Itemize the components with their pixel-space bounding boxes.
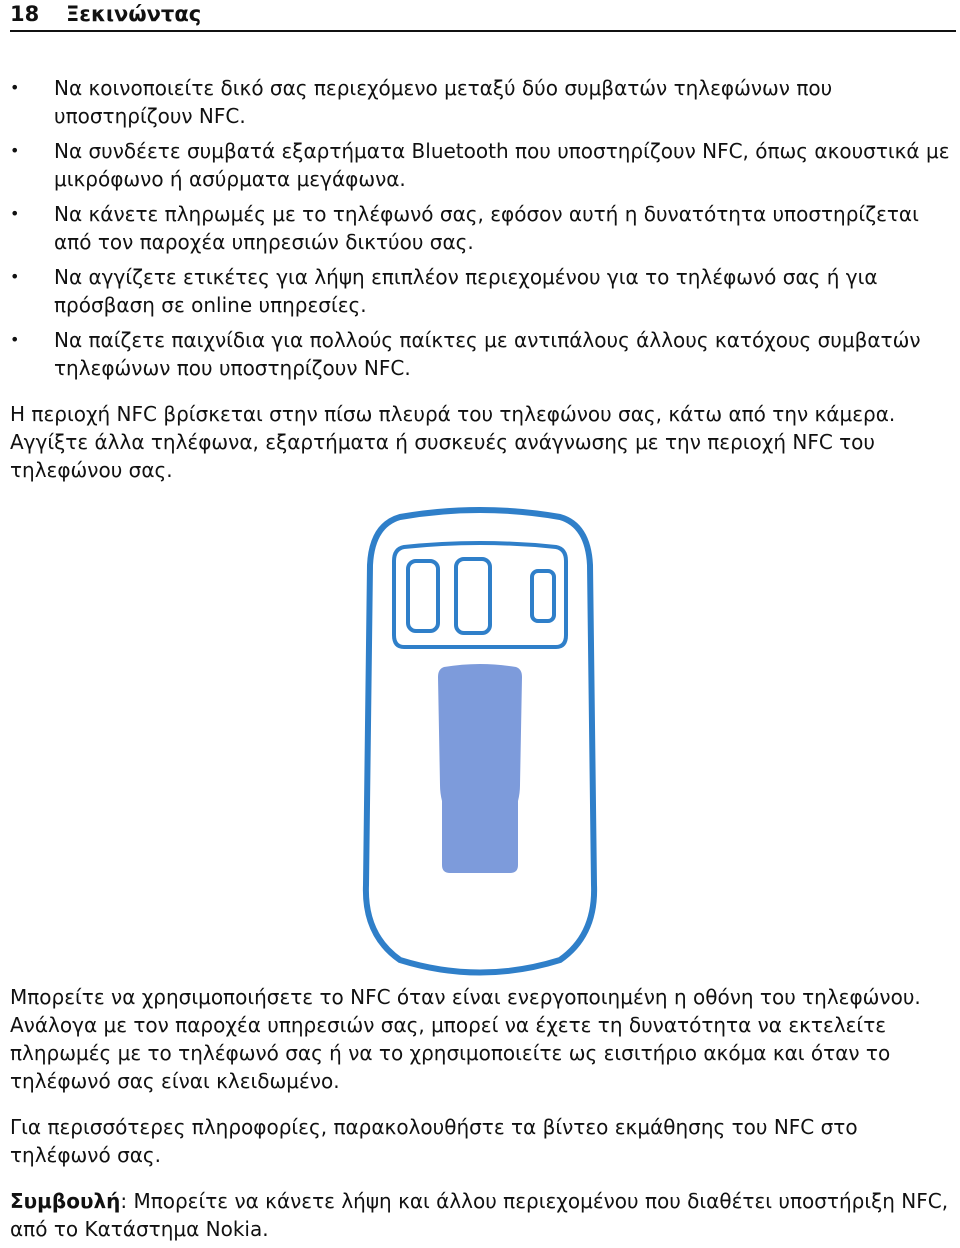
list-item-text: Να κοινοποιείτε δικό σας περιεχόμενο μεταξύ δύο συμβατών τηλεφώνων που υποστηρίζουν NFC.: [54, 76, 833, 128]
nfc-location-paragraph: Η περιοχή NFC βρίσκεται στην πίσω πλευρά του τηλεφώνου σας, κάτω από την κάμερα. Αγγίξτε άλλα τηλέφωνα, εξαρτήματα ή συσκευές ανάγνωσης με την περιοχή NFC του τηλεφώνου σας.: [10, 402, 896, 482]
list-item: [10, 200, 954, 256]
tip-text: : Μπορείτε να κάνετε λήψη και άλλου περιεχομένου που διαθέτει υποστήριξη NFC, από το Κατάστημα Nokia.: [10, 1189, 949, 1241]
list-item-text: Να συνδέετε συμβατά εξαρτήματα Bluetooth που υποστηρίζουν NFC, όπως ακουστικά με μικρόφωνο ή ασύρματα μεγάφωνα.: [54, 139, 950, 191]
screen-on-paragraph: Μπορείτε να χρησιμοποιήσετε το NFC όταν είναι ενεργοποιημένη η οθόνη του τηλεφώνου. Ανάλογα με τον παροχέα υπηρεσιών σας, μπορεί να έχετε τη δυνατότητα να εκτελείτε πληρωμές με το τηλέφωνό σας ή να το χρησιμοποιείτε ως εισιτήριο ακόμα και όταν το τηλέφωνό σας είναι κλειδωμένο.: [10, 985, 921, 1093]
more-info-paragraph: Για περισσότερες πληροφορίες, παρακολουθήστε τα βίντεο εκμάθησης του NFC στο τηλέφωνό σας.: [10, 1115, 858, 1167]
nfc-feature-list: [10, 74, 954, 382]
phone-back-illustration: [360, 505, 600, 980]
phone-back-svg: [360, 505, 600, 980]
list-item-text: Να παίζετε παιχνίδια για πολλούς παίκτες με αντιπάλους άλλους κατόχους συμβατών τηλεφώνων που υποστηρίζουν NFC.: [54, 328, 921, 380]
camera-lens-middle: [456, 559, 490, 633]
main-content: [10, 74, 954, 484]
bullet-icon: •: [10, 141, 20, 160]
list-item: [10, 326, 954, 382]
tip-label: Συμβουλή: [10, 1189, 121, 1213]
page-header: [10, 0, 956, 32]
section-title: Ξεκινώντας: [66, 2, 202, 26]
bullet-icon: •: [10, 204, 20, 223]
list-item-text: Να αγγίζετε ετικέτες για λήψη επιπλέον περιεχομένου για το τηλέφωνό σας ή για πρόσβαση σε online υπηρεσίες.: [54, 265, 878, 317]
list-item: [10, 74, 954, 130]
bullet-icon: •: [10, 267, 20, 286]
tip-paragraph: [10, 1187, 954, 1243]
camera-flash: [532, 571, 554, 621]
camera-lens-left: [408, 561, 438, 631]
nfc-area: [438, 664, 522, 873]
bullet-icon: •: [10, 78, 20, 97]
list-item: [10, 263, 954, 319]
bullet-icon: •: [10, 330, 20, 349]
list-item-text: Να κάνετε πληρωμές με το τηλέφωνό σας, εφόσον αυτή η δυνατότητα υποστηρίζεται από τον παροχέα υπηρεσιών δικτύου σας.: [54, 202, 919, 254]
page-number: 18: [10, 2, 40, 26]
list-item: [10, 137, 954, 193]
lower-content: [10, 983, 954, 1243]
